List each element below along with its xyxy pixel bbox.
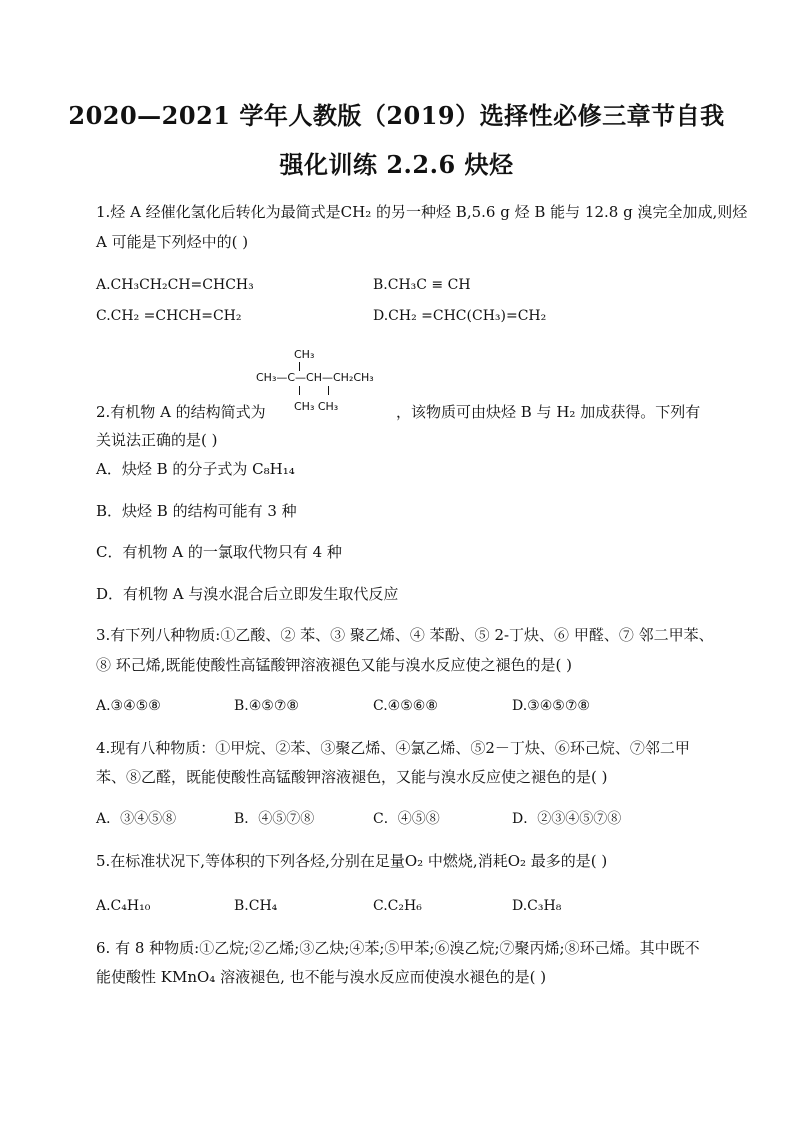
q6-stem-line1: 6. 有 8 种物质:①乙烷;②乙烯;③乙炔;④苯;⑤甲苯;⑥溴乙烷;⑦聚丙烯;⑧环己烯。其中既不 [96, 939, 700, 957]
q2-stem-suffix: ，该物质可由炔烃 B 与 H₂ 加成获得。下列有 [396, 403, 701, 421]
q2-structure-bond [299, 386, 300, 395]
q2-stem-prefix: 2.有机物 A 的结构简式为 [96, 403, 266, 421]
q5-option-a: A.C₄H₁₀ [96, 898, 151, 914]
q4-option-c: C．④⑤⑧ [373, 811, 440, 827]
q1-stem-line1: 1.烃 A 经催化氢化后转化为最简式是CH₂ 的另一种烃 B,5.6 g 烃 B 能与 12.8 g 溴完全加成,则烃 [96, 203, 748, 221]
q2-structural-formula [254, 346, 414, 416]
q4-option-b: B．④⑤⑦⑧ [234, 811, 315, 827]
q5-stem-line1: 5.在标准状况下,等体积的下列各烃,分别在足量O₂ 中燃烧,消耗O₂ 最多的是( ) [96, 852, 608, 870]
q4-option-a: A．③④⑤⑧ [96, 811, 177, 827]
q4-option-d: D．②③④⑤⑦⑧ [512, 811, 622, 827]
q1-stem-line2: A 可能是下列烃中的( ) [96, 233, 249, 251]
q2-structure-bond [328, 386, 329, 395]
q1-option-a: A.CH₃CH₂CH=CHCH₃ [96, 277, 254, 293]
q2-structure-top-methyl: CH₃ [294, 348, 315, 361]
q1-option-d: D.CH₂ =CHC(CH₃)=CH₂ [373, 308, 547, 324]
q2-structure-main-chain: CH₃—C—CH—CH₂CH₃ [256, 371, 374, 384]
q3-option-b: B.④⑤⑦⑧ [234, 698, 299, 714]
q2-option-a: A．炔烃 B 的分子式为 C₈H₁₄ [96, 460, 295, 478]
q5-option-d: D.C₃H₈ [512, 898, 562, 914]
q6-stem-line2: 能使酸性 KMnO₄ 溶液褪色, 也不能与溴水反应而使溴水褪色的是( ) [96, 968, 547, 986]
q2-option-d: D．有机物 A 与溴水混合后立即发生取代反应 [96, 585, 399, 603]
q1-option-b: B.CH₃C ≡ CH [373, 277, 471, 293]
q3-option-c: C.④⑤⑥⑧ [373, 698, 438, 714]
q5-option-b: B.CH₄ [234, 898, 278, 914]
q2-structure-bond [299, 362, 300, 371]
q2-option-b: B．炔烃 B 的结构可能有 3 种 [96, 502, 297, 520]
q4-stem-line1: 4.现有八种物质：①甲烷、②苯、③聚乙烯、④氯乙烯、⑤2－丁炔、⑥环己烷、⑦邻二甲 [96, 739, 690, 757]
q2-stem-line2: 关说法正确的是( ) [96, 431, 218, 449]
q3-option-d: D.③④⑤⑦⑧ [512, 698, 590, 714]
q4-stem-line2: 苯、⑧乙醛，既能使酸性高锰酸钾溶液褪色，又能与溴水反应使之褪色的是( ) [96, 768, 608, 786]
q2-structure-bottom-methyls: CH₃ CH₃ [294, 400, 339, 413]
q5-option-c: C.C₂H₆ [373, 898, 422, 914]
q3-option-a: A.③④⑤⑧ [96, 698, 161, 714]
document-title-line1: 2020—2021 学年人教版（2019）选择性必修三章节自我 [68, 101, 725, 130]
q2-option-c: C．有机物 A 的一氯取代物只有 4 种 [96, 543, 342, 561]
q3-stem-line1: 3.有下列八种物质:①乙酸、② 苯、③ 聚乙烯、④ 苯酚、⑤ 2-丁炔、⑥ 甲醛、⑦ 邻二甲苯、 [96, 626, 714, 644]
q1-option-c: C.CH₂ =CHCH=CH₂ [96, 308, 242, 324]
document-title-line2: 强化训练 2.2.6 炔烃 [279, 150, 514, 179]
q3-stem-line2: ⑧ 环己烯,既能使酸性高锰酸钾溶液褪色又能与溴水反应使之褪色的是( ) [96, 656, 573, 674]
